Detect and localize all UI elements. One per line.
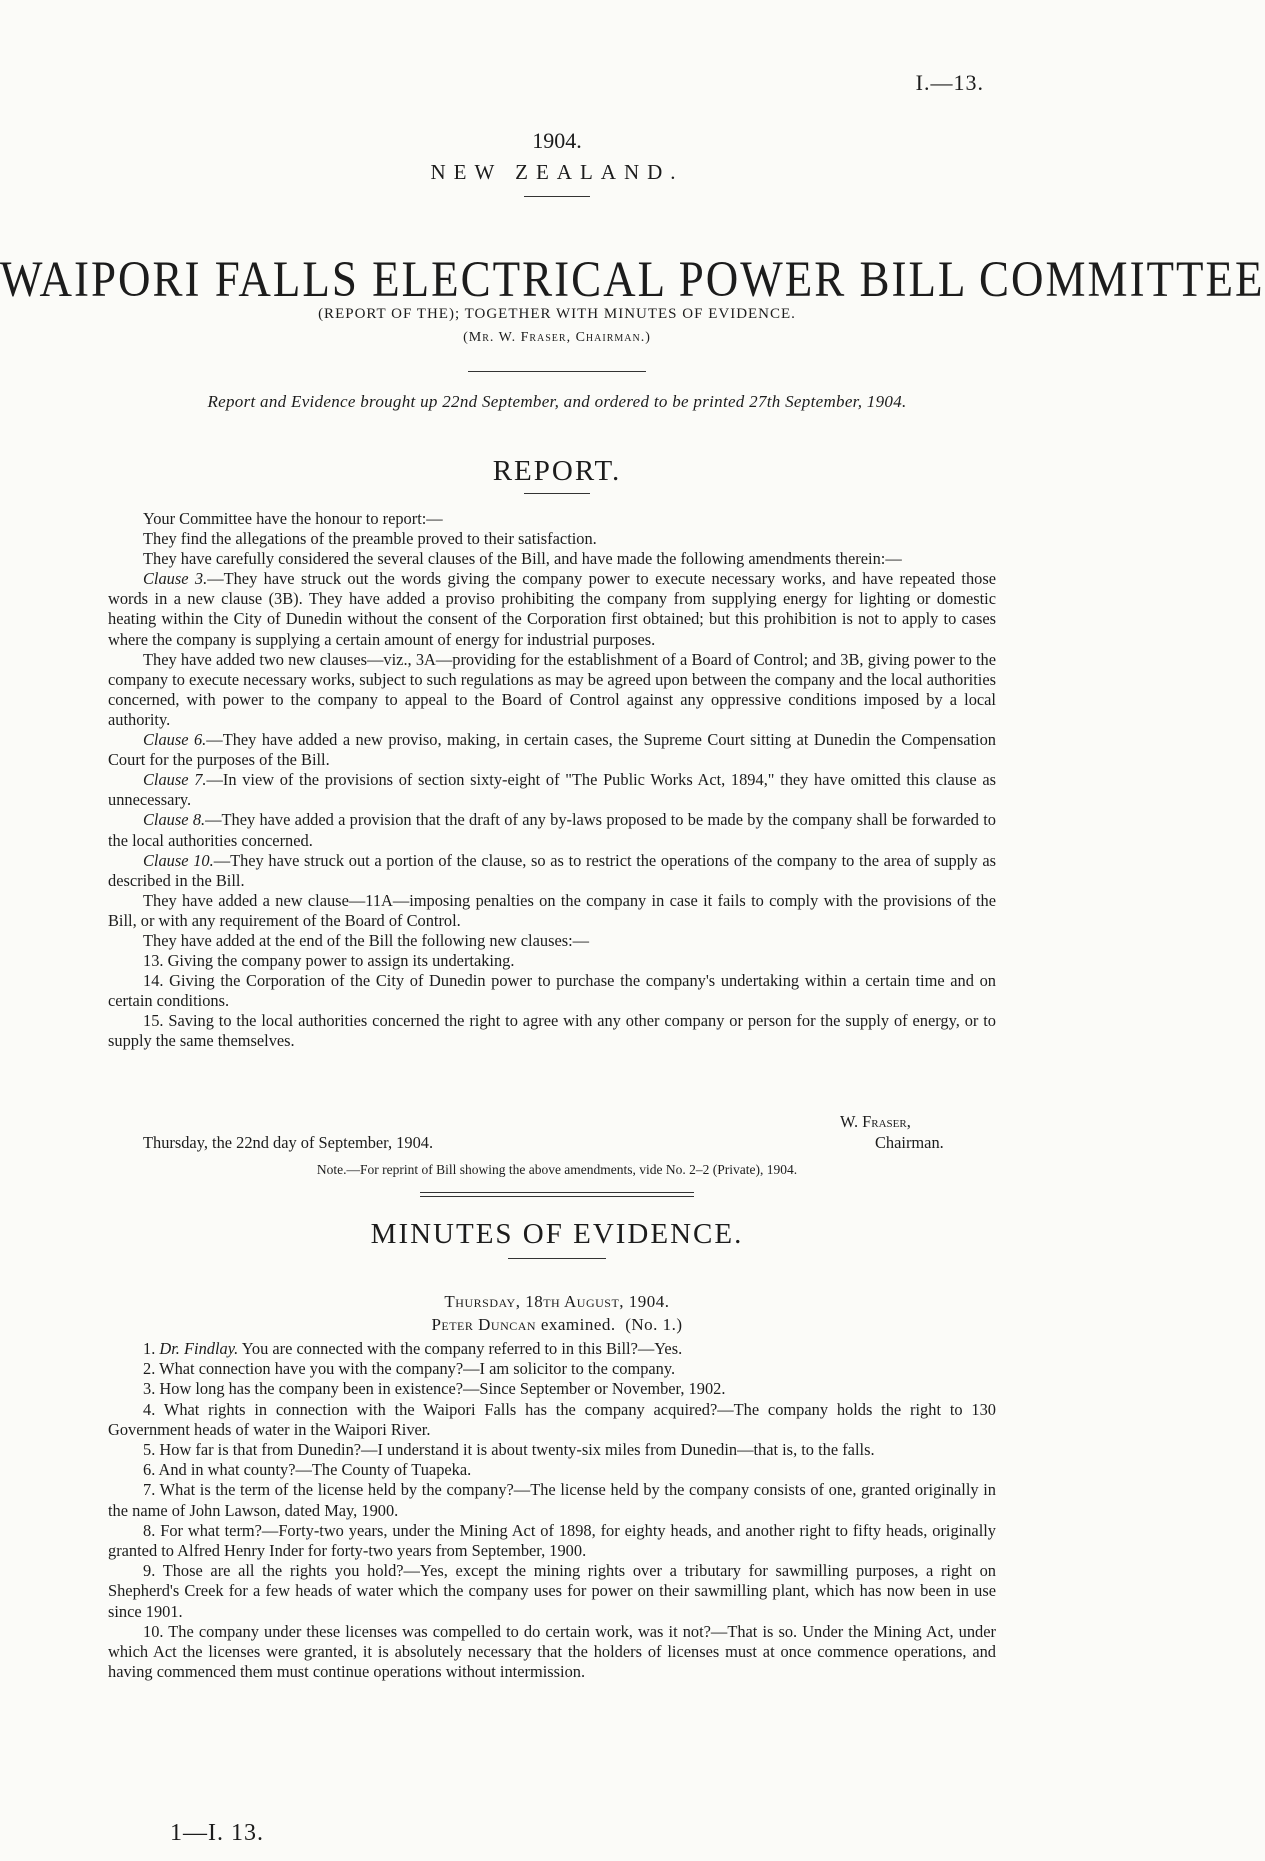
year: 1904. xyxy=(532,128,582,153)
question-item: 1. Dr. Findlay. You are connected with the company referred to in this Bill?—Yes. xyxy=(143,1339,683,1358)
double-rule-top xyxy=(420,1192,694,1193)
document-title: WAIPORI FALLS ELECTRICAL POWER BILL COMMITTEE xyxy=(0,251,1265,308)
report-paragraph: 14. Giving the Corporation of the City of Dunedin power to purchase the company's undertaking within a certain time and on certain conditions. xyxy=(108,971,996,1011)
signature-title: Chairman. xyxy=(875,1133,944,1152)
witness-label: examined. xyxy=(540,1315,616,1334)
double-rule-bottom xyxy=(420,1196,694,1197)
divider-minutes xyxy=(508,1258,606,1259)
question-item: 7. What is the term of the license held by the company?—The license held by the company consists of one, granted originally in the name of John Lawson, dated May, 1900. xyxy=(108,1480,996,1520)
report-paragraph: Clause 6.—They have added a new proviso, making, in certain cases, the Supreme Court sitting at Dunedin the Compensation Court for the purposes of the Bill. xyxy=(108,730,996,770)
report-paragraph: Clause 3.—They have struck out the words giving the company power to execute necessary works, and have repeated those words in a new clause (3B). They have added a proviso prohibiting the company from supplying energy for lighting or domestic heating within the City of Dunedin without the consent of the Corporation first obtained; but this prohibition is not to apply to cases where the company is supplying a certain amount of energy for industrial purposes. xyxy=(108,569,996,649)
report-paragraph: They have added at the end of the Bill the following new clauses:— xyxy=(143,930,590,950)
question-item: 3. How long has the company been in existence?—Since September or November, 1902. xyxy=(143,1379,726,1399)
question-item: 10. The company under these licenses was compelled to do certain work, was it not?—That is so. Under the Mining Act, under which Act the licenses were granted, it is absolutely necessary that the holders of licenses must at once commence operations, and having commenced them must continue operations without intermission. xyxy=(108,1621,996,1682)
report-date: Thursday, the 22nd day of September, 1904. xyxy=(143,1133,434,1152)
clause-label: Clause 6. xyxy=(143,730,207,750)
question-item: 8. For what term?—Forty-two years, under the Mining Act of 1898, for eighty heads, and another right to fifty heads, originally granted to Alfred Henry Inder for forty-two years from September, 1900. xyxy=(108,1520,996,1561)
minutes-heading: MINUTES OF EVIDENCE. xyxy=(370,1218,744,1250)
clause-label: Clause 8. xyxy=(143,810,206,830)
report-paragraph: Clause 10.—They have struck out a portion of the clause, so as to restrict the operations of the company to the area of supply as described in the Bill. xyxy=(108,850,996,890)
question-item: 6. And in what county?—The County of Tuapeka. xyxy=(143,1460,472,1480)
footer-page-number: 1—I. 13. xyxy=(170,1820,264,1846)
divider-medium xyxy=(468,371,646,372)
divider-report xyxy=(524,493,590,494)
question-item: 2. What connection have you with the company?—I am solicitor to the company. xyxy=(143,1359,676,1379)
report-paragraph: They have added two new clauses—viz., 3A—providing for the establishment of a Board of Control; and 3B, giving power to the company to execute necessary works, subject to such regulations as may be agreed upon between the company and the local authorities concerned, with power to the company to appeal to the Board of Control against any oppressive conditions imposed by a local authority. xyxy=(108,649,996,729)
document-subtitle: (REPORT OF THE); TOGETHER WITH MINUTES OF EVIDENCE. xyxy=(318,306,796,322)
chairman-line: (Mr. W. Fraser, Chairman.) xyxy=(463,330,651,345)
report-paragraph: They find the allegations of the preamble proved to their satisfaction. xyxy=(143,529,597,549)
divider-short xyxy=(524,196,590,197)
brought-up-line: Report and Evidence brought up 22nd September, and ordered to be printed 27th September, 1904. xyxy=(207,392,907,411)
page-reference: I.—13. xyxy=(915,70,984,95)
clause-label: Clause 7. xyxy=(143,770,207,790)
amendment-note: Note.—For reprint of Bill showing the above amendments, vide No. 2–2 (Private), 1904. xyxy=(316,1162,798,1177)
speaker-name: Dr. Findlay. xyxy=(159,1339,239,1358)
signature-name: W. Fraser, xyxy=(840,1112,911,1131)
report-body xyxy=(108,509,996,1052)
question-item: 4. What rights in connection with the Waipori Falls has the company acquired?—The company holds the right to 130 Government heads of water in the Waipori River. xyxy=(108,1399,996,1439)
report-paragraph: Clause 8.—They have added a provision that the draft of any by-laws proposed to be made by the company shall be forwarded to the local authorities concerned. xyxy=(108,810,996,850)
question-item: 9. Those are all the rights you hold?—Yes, except the mining rights over a tributary for sawmilling purposes, a right on Shepherd's Creek for a few heads of water which the company uses for power on their sawmilling plant, which has now been in use since 1901. xyxy=(108,1561,996,1621)
witness-name: Peter Duncan xyxy=(431,1315,537,1334)
report-paragraph: They have carefully considered the several clauses of the Bill, and have made the following amendments therein:— xyxy=(143,549,902,569)
witness-number: (No. 1.) xyxy=(625,1315,683,1334)
report-heading: REPORT. xyxy=(492,455,622,487)
evidence-date: Thursday, 18th August, 1904. xyxy=(444,1292,670,1311)
report-paragraph: Clause 7.—In view of the provisions of section sixty-eight of "The Public Works Act, 1894," they have omitted this clause as unnecessary. xyxy=(108,770,997,810)
clause-label: Clause 3. xyxy=(143,569,208,589)
report-paragraph: 13. Giving the company power to assign its undertaking. xyxy=(143,951,515,971)
clause-label: Clause 10. xyxy=(143,850,214,870)
question-item: 5. How far is that from Dunedin?—I understand it is about twenty-six miles from Dunedin—that is, to the falls. xyxy=(143,1440,875,1460)
witness-line xyxy=(0,1315,1114,1335)
country-heading: NEW ZEALAND. xyxy=(430,160,684,184)
report-paragraph: 15. Saving to the local authorities concerned the right to agree with any other company or person for the supply of energy, or to supply the same themselves. xyxy=(108,1011,996,1051)
report-paragraph: Your Committee have the honour to report:— xyxy=(143,509,443,528)
evidence-body xyxy=(108,1339,996,1682)
report-paragraph: They have added a new clause—11A—imposing penalties on the company in case it fails to comply with the provisions of the Bill, or with any requirement of the Board of Control. xyxy=(108,890,996,930)
